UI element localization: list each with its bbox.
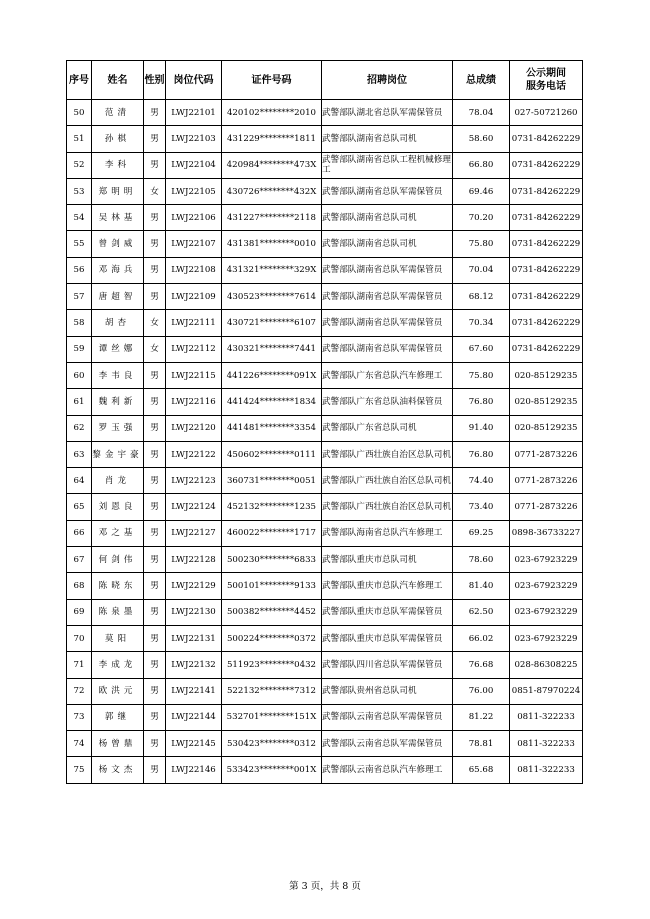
cell-id: 500224********0372	[222, 625, 322, 651]
cell-name: 李韦良	[92, 362, 144, 388]
table-row	[67, 468, 583, 494]
cell-code: LWJ22105	[166, 178, 222, 204]
cell-post: 武警部队广东省总队油料保管员	[322, 389, 453, 415]
cell-code: LWJ22120	[166, 415, 222, 441]
header-id: 证件号码	[222, 61, 322, 100]
cell-code: LWJ22123	[166, 468, 222, 494]
cell-name: 唐超智	[92, 284, 144, 310]
cell-phone: 028-86308225	[510, 652, 583, 678]
cell-code: LWJ22107	[166, 231, 222, 257]
header-phone-line1: 公示期间	[526, 68, 566, 79]
cell-post: 武警部队湖南省总队军需保管员	[322, 178, 453, 204]
cell-score: 73.40	[453, 494, 510, 520]
cell-id: 452132********1235	[222, 494, 322, 520]
cell-gender: 男	[144, 257, 166, 283]
cell-code: LWJ22129	[166, 573, 222, 599]
page-footer: 第 3 页，共 8 页	[289, 881, 361, 892]
cell-gender: 男	[144, 100, 166, 126]
cell-phone: 0731-84262229	[510, 231, 583, 257]
table-row	[67, 178, 583, 204]
cell-phone: 023-67923229	[510, 625, 583, 651]
cell-score: 69.25	[453, 520, 510, 546]
header-gender: 性别	[144, 61, 166, 100]
table-row	[67, 494, 583, 520]
cell-code: LWJ22144	[166, 704, 222, 730]
cell-id: 431381********0010	[222, 231, 322, 257]
cell-score: 70.34	[453, 310, 510, 336]
cell-name: 谭丝娜	[92, 336, 144, 362]
cell-post: 武警部队海南省总队汽车修理工	[322, 520, 453, 546]
cell-code: LWJ22111	[166, 310, 222, 336]
cell-score: 81.22	[453, 704, 510, 730]
cell-code: LWJ22141	[166, 678, 222, 704]
cell-seq: 54	[67, 205, 92, 231]
cell-post: 武警部队湖南省总队司机	[322, 205, 453, 231]
cell-seq: 59	[67, 336, 92, 362]
cell-id: 511923********0432	[222, 652, 322, 678]
cell-phone: 0731-84262229	[510, 205, 583, 231]
cell-phone: 0731-84262229	[510, 310, 583, 336]
cell-id: 430321********7441	[222, 336, 322, 362]
cell-phone: 0851-87970224	[510, 678, 583, 704]
cell-name: 欧洪元	[92, 678, 144, 704]
cell-score: 81.40	[453, 573, 510, 599]
cell-seq: 53	[67, 178, 92, 204]
cell-score: 68.12	[453, 284, 510, 310]
cell-id: 460022********1717	[222, 520, 322, 546]
cell-post: 武警部队湖南省总队司机	[322, 231, 453, 257]
cell-score: 69.46	[453, 178, 510, 204]
table-row	[67, 547, 583, 573]
cell-code: LWJ22108	[166, 257, 222, 283]
cell-code: LWJ22146	[166, 757, 222, 783]
cell-gender: 男	[144, 599, 166, 625]
cell-score: 76.80	[453, 389, 510, 415]
cell-gender: 男	[144, 704, 166, 730]
cell-gender: 男	[144, 652, 166, 678]
cell-id: 533423********001X	[222, 757, 322, 783]
cell-score: 91.40	[453, 415, 510, 441]
table-row	[67, 231, 583, 257]
cell-gender: 男	[144, 152, 166, 178]
cell-id: 500230********6833	[222, 547, 322, 573]
cell-seq: 70	[67, 625, 92, 651]
table-row	[67, 257, 583, 283]
cell-name: 李科	[92, 152, 144, 178]
cell-seq: 61	[67, 389, 92, 415]
cell-score: 65.68	[453, 757, 510, 783]
cell-name: 罗玉强	[92, 415, 144, 441]
cell-id: 530423********0312	[222, 731, 322, 757]
cell-phone: 027-50721260	[510, 100, 583, 126]
cell-id: 430523********7614	[222, 284, 322, 310]
cell-post: 武警部队广西壮族自治区总队司机	[322, 468, 453, 494]
cell-gender: 男	[144, 547, 166, 573]
cell-phone: 0771-2873226	[510, 441, 583, 467]
cell-id: 441481********3354	[222, 415, 322, 441]
cell-phone: 020-85129235	[510, 389, 583, 415]
cell-id: 500101********9133	[222, 573, 322, 599]
cell-id: 430726********432X	[222, 178, 322, 204]
cell-phone: 0731-84262229	[510, 257, 583, 283]
cell-post: 武警部队湖南省总队司机	[322, 126, 453, 152]
header-score: 总成绩	[453, 61, 510, 100]
cell-seq: 56	[67, 257, 92, 283]
cell-seq: 68	[67, 573, 92, 599]
header-post: 招聘岗位	[322, 61, 453, 100]
cell-post: 武警部队云南省总队汽车修理工	[322, 757, 453, 783]
cell-post: 武警部队广西壮族自治区总队司机	[322, 494, 453, 520]
cell-name: 陈泉墨	[92, 599, 144, 625]
cell-seq: 74	[67, 731, 92, 757]
cell-seq: 62	[67, 415, 92, 441]
cell-post: 武警部队广东省总队司机	[322, 415, 453, 441]
cell-post: 武警部队重庆市总队汽车修理工	[322, 573, 453, 599]
cell-name: 孙棋	[92, 126, 144, 152]
table-row	[67, 205, 583, 231]
cell-phone: 0731-84262229	[510, 178, 583, 204]
cell-id: 441226********091X	[222, 362, 322, 388]
cell-id: 420984********473X	[222, 152, 322, 178]
cell-gender: 男	[144, 573, 166, 599]
cell-gender: 女	[144, 310, 166, 336]
cell-phone: 0811-322233	[510, 704, 583, 730]
cell-seq: 73	[67, 704, 92, 730]
cell-name: 曾剑威	[92, 231, 144, 257]
cell-seq: 64	[67, 468, 92, 494]
cell-gender: 男	[144, 757, 166, 783]
table-row	[67, 100, 583, 126]
cell-gender: 男	[144, 520, 166, 546]
cell-post: 武警部队重庆市总队军需保管员	[322, 625, 453, 651]
cell-code: LWJ22106	[166, 205, 222, 231]
cell-code: LWJ22128	[166, 547, 222, 573]
cell-id: 500382********4452	[222, 599, 322, 625]
table-row	[67, 704, 583, 730]
cell-id: 441424********1834	[222, 389, 322, 415]
cell-post: 武警部队四川省总队军需保管员	[322, 652, 453, 678]
cell-seq: 50	[67, 100, 92, 126]
cell-score: 66.02	[453, 625, 510, 651]
cell-name: 范清	[92, 100, 144, 126]
cell-id: 430721********6107	[222, 310, 322, 336]
cell-gender: 男	[144, 205, 166, 231]
table-row	[67, 731, 583, 757]
cell-post: 武警部队湖北省总队军需保管员	[322, 100, 453, 126]
cell-post: 武警部队重庆市总队军需保管员	[322, 599, 453, 625]
table-row	[67, 599, 583, 625]
cell-name: 肖龙	[92, 468, 144, 494]
header-code: 岗位代码	[166, 61, 222, 100]
cell-score: 75.80	[453, 362, 510, 388]
cell-gender: 男	[144, 389, 166, 415]
table-row	[67, 362, 583, 388]
table-row	[67, 678, 583, 704]
cell-seq: 66	[67, 520, 92, 546]
cell-phone: 0731-84262229	[510, 126, 583, 152]
cell-phone: 0771-2873226	[510, 468, 583, 494]
cell-gender: 男	[144, 678, 166, 704]
cell-gender: 男	[144, 731, 166, 757]
cell-name: 郑明明	[92, 178, 144, 204]
cell-id: 532701********151X	[222, 704, 322, 730]
cell-name: 李成龙	[92, 652, 144, 678]
cell-name: 魏利新	[92, 389, 144, 415]
cell-seq: 55	[67, 231, 92, 257]
table-row	[67, 520, 583, 546]
cell-seq: 65	[67, 494, 92, 520]
cell-phone: 0731-84262229	[510, 152, 583, 178]
cell-id: 360731********0051	[222, 468, 322, 494]
cell-id: 431229********1811	[222, 126, 322, 152]
cell-post: 武警部队广西壮族自治区总队司机	[322, 441, 453, 467]
cell-score: 75.80	[453, 231, 510, 257]
cell-name: 杨文杰	[92, 757, 144, 783]
cell-phone: 023-67923229	[510, 573, 583, 599]
cell-gender: 男	[144, 468, 166, 494]
cell-score: 78.81	[453, 731, 510, 757]
cell-gender: 男	[144, 126, 166, 152]
cell-seq: 71	[67, 652, 92, 678]
cell-code: LWJ22130	[166, 599, 222, 625]
cell-code: LWJ22127	[166, 520, 222, 546]
cell-code: LWJ22122	[166, 441, 222, 467]
cell-post: 武警部队湖南省总队军需保管员	[322, 336, 453, 362]
cell-score: 58.60	[453, 126, 510, 152]
cell-code: LWJ22145	[166, 731, 222, 757]
cell-id: 522132********7312	[222, 678, 322, 704]
table-row	[67, 152, 583, 178]
cell-code: LWJ22124	[166, 494, 222, 520]
cell-gender: 男	[144, 362, 166, 388]
cell-seq: 67	[67, 547, 92, 573]
table-row	[67, 573, 583, 599]
cell-post: 武警部队湖南省总队工程机械修理工	[322, 152, 453, 178]
cell-name: 郭继	[92, 704, 144, 730]
cell-code: LWJ22115	[166, 362, 222, 388]
cell-name: 邓之基	[92, 520, 144, 546]
cell-seq: 57	[67, 284, 92, 310]
cell-code: LWJ22109	[166, 284, 222, 310]
cell-post: 武警部队湖南省总队军需保管员	[322, 284, 453, 310]
cell-name: 胡杏	[92, 310, 144, 336]
cell-seq: 75	[67, 757, 92, 783]
cell-gender: 男	[144, 415, 166, 441]
cell-score: 78.60	[453, 547, 510, 573]
header-phone	[510, 61, 583, 100]
table-row	[67, 126, 583, 152]
cell-code: LWJ22116	[166, 389, 222, 415]
cell-phone: 023-67923229	[510, 599, 583, 625]
cell-code: LWJ22131	[166, 625, 222, 651]
table-row	[67, 652, 583, 678]
cell-id: 431227********2118	[222, 205, 322, 231]
table-row	[67, 284, 583, 310]
cell-name: 陈晓东	[92, 573, 144, 599]
cell-phone: 020-85129235	[510, 415, 583, 441]
cell-gender: 男	[144, 441, 166, 467]
cell-code: LWJ22104	[166, 152, 222, 178]
cell-name: 邓海兵	[92, 257, 144, 283]
cell-name: 黎金宇豪	[92, 441, 144, 467]
cell-gender: 女	[144, 178, 166, 204]
cell-seq: 51	[67, 126, 92, 152]
cell-phone: 0731-84262229	[510, 284, 583, 310]
table-row	[67, 441, 583, 467]
cell-post: 武警部队云南省总队军需保管员	[322, 704, 453, 730]
table-row	[67, 389, 583, 415]
cell-code: LWJ22132	[166, 652, 222, 678]
cell-post: 武警部队云南省总队军需保管员	[322, 731, 453, 757]
cell-post: 武警部队广东省总队汽车修理工	[322, 362, 453, 388]
cell-gender: 女	[144, 336, 166, 362]
cell-name: 吴林基	[92, 205, 144, 231]
cell-score: 78.04	[453, 100, 510, 126]
cell-id: 450602********0111	[222, 441, 322, 467]
cell-code: LWJ22101	[166, 100, 222, 126]
table-row	[67, 310, 583, 336]
cell-gender: 男	[144, 284, 166, 310]
results-table	[66, 60, 583, 784]
cell-seq: 60	[67, 362, 92, 388]
cell-phone: 0811-322233	[510, 731, 583, 757]
cell-score: 70.04	[453, 257, 510, 283]
cell-gender: 男	[144, 494, 166, 520]
cell-score: 76.68	[453, 652, 510, 678]
cell-phone: 0898-36733227	[510, 520, 583, 546]
cell-id: 431321********329X	[222, 257, 322, 283]
cell-gender: 男	[144, 625, 166, 651]
cell-score: 70.20	[453, 205, 510, 231]
cell-phone: 0771-2873226	[510, 494, 583, 520]
cell-score: 74.40	[453, 468, 510, 494]
cell-code: LWJ22103	[166, 126, 222, 152]
cell-seq: 69	[67, 599, 92, 625]
cell-seq: 72	[67, 678, 92, 704]
cell-id: 420102********2010	[222, 100, 322, 126]
table-row	[67, 757, 583, 783]
cell-gender: 男	[144, 231, 166, 257]
cell-seq: 63	[67, 441, 92, 467]
cell-phone: 0811-322233	[510, 757, 583, 783]
table-header-row	[67, 61, 583, 100]
cell-post: 武警部队湖南省总队军需保管员	[322, 310, 453, 336]
cell-code: LWJ22112	[166, 336, 222, 362]
cell-name: 何剑伟	[92, 547, 144, 573]
header-seq: 序号	[67, 61, 92, 100]
cell-name: 杨曾鼎	[92, 731, 144, 757]
cell-score: 67.60	[453, 336, 510, 362]
table-row	[67, 625, 583, 651]
cell-seq: 52	[67, 152, 92, 178]
cell-phone: 023-67923229	[510, 547, 583, 573]
cell-score: 76.00	[453, 678, 510, 704]
cell-score: 66.80	[453, 152, 510, 178]
table-row	[67, 336, 583, 362]
cell-score: 76.80	[453, 441, 510, 467]
cell-post: 武警部队湖南省总队军需保管员	[322, 257, 453, 283]
cell-name: 刘恩良	[92, 494, 144, 520]
cell-name: 莫阳	[92, 625, 144, 651]
cell-seq: 58	[67, 310, 92, 336]
cell-score: 62.50	[453, 599, 510, 625]
table-row	[67, 415, 583, 441]
cell-post: 武警部队重庆市总队司机	[322, 547, 453, 573]
cell-phone: 0731-84262229	[510, 336, 583, 362]
header-name: 姓名	[92, 61, 144, 100]
cell-phone: 020-85129235	[510, 362, 583, 388]
cell-post: 武警部队贵州省总队司机	[322, 678, 453, 704]
header-phone-line2: 服务电话	[526, 81, 566, 92]
